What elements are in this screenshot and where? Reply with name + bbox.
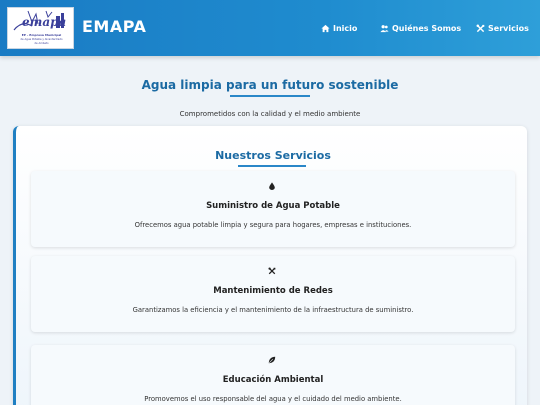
- leaf-icon: [268, 356, 276, 364]
- service-card-title: Suministro de Agua Potable: [206, 201, 340, 211]
- service-card-title: Educación Ambiental: [222, 375, 324, 385]
- logo-line-2: de Agua Potable y Alcantarillado: [20, 38, 63, 41]
- logo-word: emapa: [22, 15, 67, 29]
- nav-label-inicio: Inicio: [333, 23, 358, 33]
- water-drop-icon: [268, 182, 276, 190]
- hero-title-underline: [230, 95, 310, 97]
- services-title-underline: [238, 165, 306, 167]
- nav-item-quienes-somos[interactable]: [380, 21, 461, 35]
- nav-item-servicios[interactable]: [476, 21, 529, 35]
- service-card-mantenimiento: [31, 256, 515, 332]
- service-card-title: Mantenimiento de Redes: [213, 286, 333, 296]
- hero-subtitle: Comprometidos con la calidad y el medio ambiente: [179, 110, 361, 118]
- top-header: [0, 0, 540, 56]
- logo-graphic: [8, 8, 74, 49]
- services-panel: [13, 126, 527, 405]
- users-icon: [380, 24, 389, 33]
- service-card-description: Promovemos el uso responsable del agua y el cuidado del medio ambiente.: [144, 395, 402, 403]
- services-title: Nuestros Servicios: [215, 149, 331, 162]
- tools-icon: [268, 267, 276, 275]
- tools-icon: [476, 24, 485, 33]
- service-card-agua-potable: [31, 171, 515, 247]
- service-card-description: Ofrecemos agua potable limpia y segura para hogares, empresas e instituciones.: [134, 221, 412, 229]
- nav-label-servicios: Servicios: [488, 23, 529, 33]
- nav-item-inicio[interactable]: [321, 21, 357, 35]
- hero-title: Agua limpia para un futuro sostenible: [141, 78, 399, 92]
- brand-name[interactable]: EMAPA: [82, 17, 147, 36]
- logo-line-3: de Ambato: [34, 42, 49, 45]
- service-card-description: Garantizamos la eficiencia y el mantenimiento de la infraestructura de suministro.: [132, 306, 414, 314]
- home-icon: [321, 24, 330, 33]
- nav-label-quienes-somos: Quiénes Somos: [392, 23, 462, 33]
- service-card-educacion: [31, 345, 515, 405]
- logo-line-1: EP - Empresa Municipal: [21, 33, 62, 37]
- emapa-logo[interactable]: [7, 7, 74, 49]
